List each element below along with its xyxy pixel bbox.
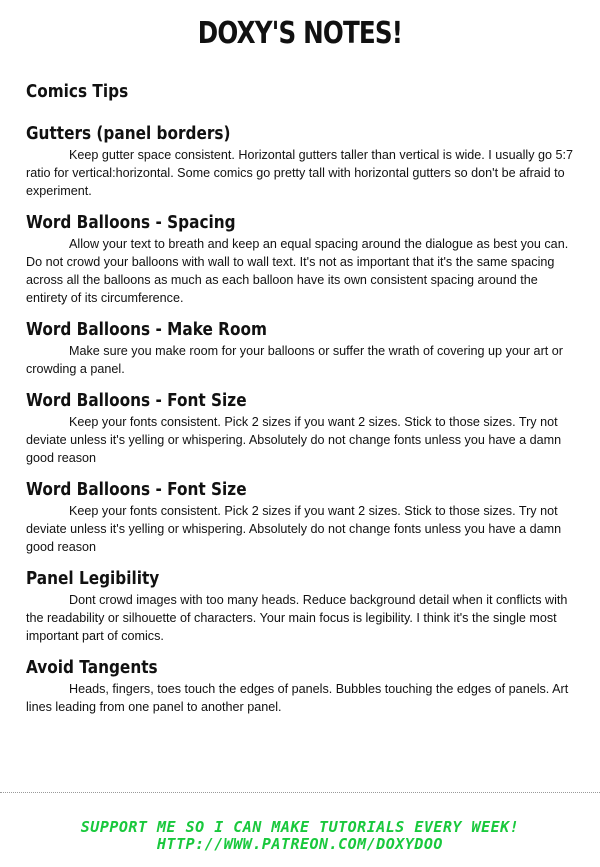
section-body: Dont crowd images with too many heads. Reduce background detail when it conflicts with the readability or silhouette of characters. Your main focus is legibility. I think it's the single most important part of comics. — [26, 593, 568, 643]
section-body: Heads, fingers, toes touch the edges of panels. Bubbles touching the edges of panels. Art lines leading from one panel to another panel. — [26, 682, 569, 714]
section-body: Make sure you make room for your balloons or suffer the wrath of covering up your art or crowding a panel. — [26, 344, 563, 376]
patreon-footer — [0, 819, 600, 853]
section-gutters — [26, 122, 578, 200]
section-body: Keep your fonts consistent. Pick 2 sizes if you want 2 sizes. Stick to those sizes. Try not deviate unless it's yelling or whispering. Absolutely do not change fonts unless you have a damn good reason — [26, 415, 562, 465]
section-panel-legibility — [26, 567, 578, 645]
section-heading: Word Balloons - Font Size — [26, 479, 247, 500]
page-title: DOXY'S NOTES! — [197, 16, 403, 51]
section-balloons-spacing — [26, 211, 578, 307]
section-balloons-font-size — [26, 389, 578, 467]
patreon-link[interactable]: HTTP://WWW.PATREON.COM/DOXYDOO — [157, 835, 443, 853]
support-message: SUPPORT ME SO I CAN MAKE TUTORIALS EVERY WEEK! — [80, 818, 520, 836]
section-heading: Word Balloons - Spacing — [26, 212, 236, 233]
notes-subtitle: Comics Tips — [26, 81, 129, 102]
section-heading: Word Balloons - Make Room — [26, 319, 267, 340]
section-avoid-tangents — [26, 656, 578, 716]
footer-divider — [0, 792, 600, 793]
section-balloons-font-size-repeat — [26, 478, 578, 556]
section-heading: Panel Legibility — [26, 568, 160, 589]
section-heading: Gutters (panel borders) — [26, 123, 231, 144]
section-body: Keep your fonts consistent. Pick 2 sizes if you want 2 sizes. Stick to those sizes. Try not deviate unless it's yelling or whispering. Absolutely do not change fonts unless you have a damn good reason — [26, 504, 562, 554]
section-heading: Avoid Tangents — [26, 657, 158, 678]
section-balloons-make-room — [26, 318, 578, 378]
section-body: Keep gutter space consistent. Horizontal gutters taller than vertical is wide. I usually go 5:7 ratio for vertical:horizontal. Some comics go pretty tall with horizontal gutters so don't be afraid to experiment. — [26, 148, 574, 198]
notes-content — [26, 80, 578, 727]
section-heading: Word Balloons - Font Size — [26, 390, 247, 411]
section-body: Allow your text to breath and keep an equal spacing around the dialogue as best you can. Do not crowd your balloons with wall to wall text. It's not as important that it's the same spacing across all the balloons as much as each balloon have its own consistent spacing around the entirety of its circumference. — [26, 237, 569, 305]
